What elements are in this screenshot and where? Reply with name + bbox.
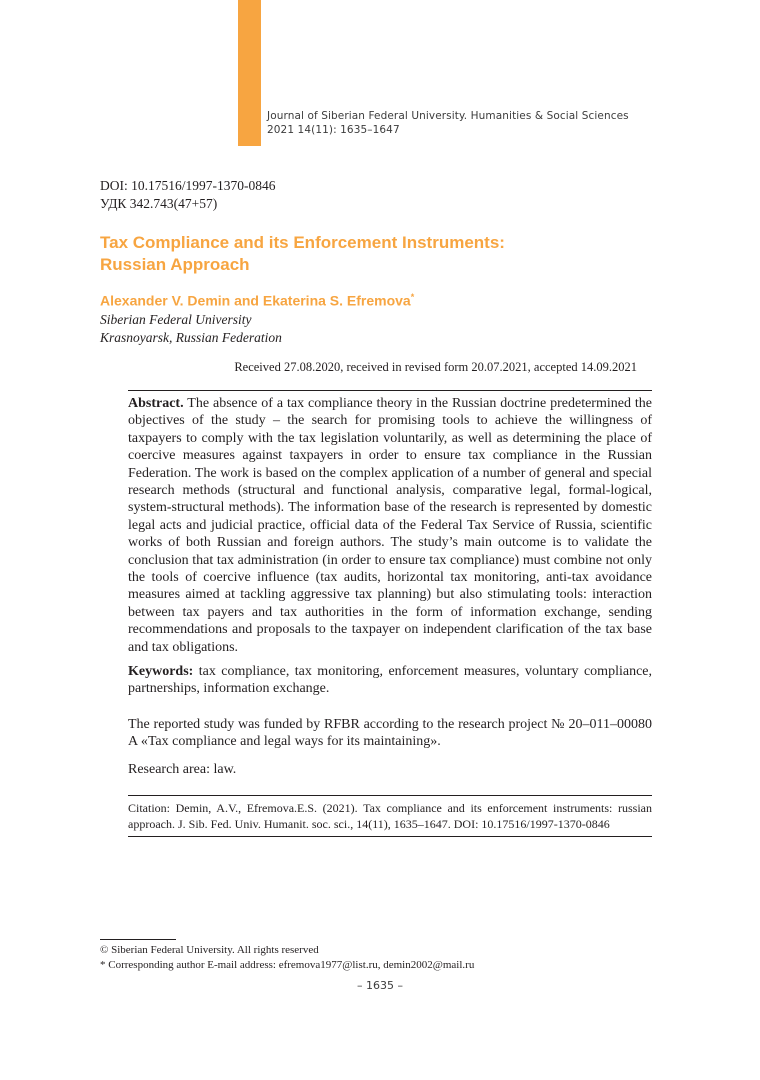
keywords-label: Keywords: xyxy=(128,664,194,679)
abstract-text: The absence of a tax compliance theory in the Russian doctrine predetermined the objectives of the study – the search for promising tools to achieve the willingness of taxpayers to comply with the tax legislation voluntarily, as well as determining the place of coercive measures against taxpayers in order to ensure tax compliance in the Russian Federation. The work is based on the complex application of a number of general and special research methods (structural and functional analysis, comparative legal, formal-logical, system-structural methods). The information base of the research is represented by domestic legal acts and judicial practice, official data of the Federal Tax Service of Russia, scientific works of both Russian and foreign authors. The study’s main outcome is to validate the conclusion that tax administration (in order to ensure tax compliance) must combine not only the tools of coercive influence (tax audits, horizontal tax monitoring, anti-tax avoidance measures aimed at tackling aggressive tax planning) but also stimulating tools: interaction between tax payers and tax authorities in the form of information exchange, sending recommendations and proposals to the taxpayer on independent clarification of the tax base and tax obligations. xyxy=(128,396,652,655)
abstract xyxy=(128,395,652,656)
page-number: – 1635 – xyxy=(357,979,403,992)
keywords xyxy=(128,663,652,698)
citation-top-rule xyxy=(128,795,652,796)
corresponding-author-note: * Corresponding author E-mail address: efremova1977@list.ru, demin2002@mail.ru xyxy=(100,959,475,971)
funding-note: The reported study was funded by RFBR according to the research project № 20–011–00080 A «Tax compliance and legal ways for its maintaining». xyxy=(128,717,652,750)
author-names: Alexander V. Demin and Ekaterina S. Efremova xyxy=(100,292,411,309)
article-title xyxy=(100,232,505,276)
affiliation-location: Krasnoyarsk, Russian Federation xyxy=(100,329,282,345)
title-line-2: Russian Approach xyxy=(100,255,250,274)
corresponding-mark: * xyxy=(410,292,415,302)
journal-header xyxy=(267,110,629,137)
citation: Citation: Demin, A.V., Efremova.E.S. (2021). Tax compliance and its enforcement instruments: russian approach. J. Sib. Fed. Univ. Humanit. soc. sci., 14(11), 1635–1647. DOI: 10.17516/1997-1370-0846 xyxy=(128,801,652,831)
abstract-label: Abstract. xyxy=(128,396,184,411)
copyright-note: © Siberian Federal University. All rights reserved xyxy=(100,944,319,956)
title-line-1: Tax Compliance and its Enforcement Instruments: xyxy=(100,233,505,252)
header-accent-bar xyxy=(238,0,261,146)
footnote-rule xyxy=(100,939,176,940)
abstract-top-rule xyxy=(128,390,652,391)
affiliation xyxy=(100,311,282,346)
keywords-text: tax compliance, tax monitoring, enforcement measures, voluntary compliance, partnerships, information exchange. xyxy=(128,664,652,697)
authors xyxy=(100,292,414,309)
citation-bottom-rule xyxy=(128,836,652,837)
received-dates: Received 27.08.2020, received in revised form 20.07.2021, accepted 14.09.2021 xyxy=(234,360,637,374)
udk: УДК 342.743(47+57) xyxy=(100,195,218,211)
article-meta xyxy=(100,177,276,212)
doi: DOI: 10.17516/1997-1370-0846 xyxy=(100,178,276,193)
affiliation-university: Siberian Federal University xyxy=(100,312,252,327)
research-area: Research area: law. xyxy=(128,762,237,777)
footnotes xyxy=(100,943,474,973)
journal-name: Journal of Siberian Federal University. Humanities & Social Sciences xyxy=(267,110,629,122)
journal-issue: 2021 14(11): 1635–1647 xyxy=(267,123,400,136)
